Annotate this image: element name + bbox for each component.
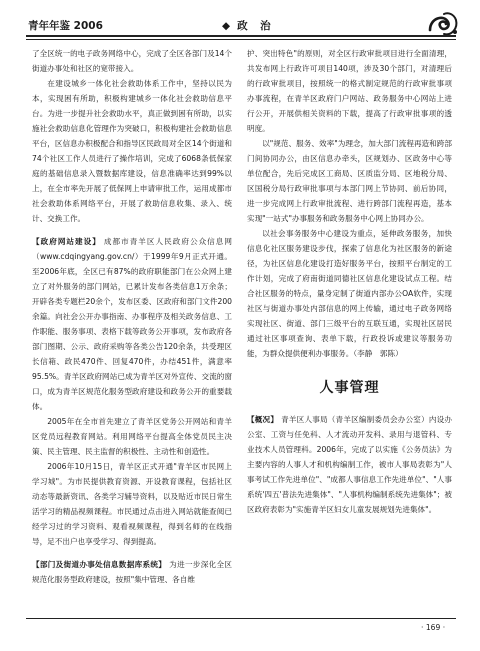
- left-column: [32, 46, 232, 587]
- entry-tag: 【部门及街道办事处信息数据库系统】: [32, 560, 167, 569]
- paragraph: 以社会事务服务中心建设为重点，延伸政务服务，加快信息化社区服务建设步伐，探索了信息化为社区服务的新途径，为社区信息化建设打造好服务平台，按照平台制定的工作计划，完成了府南街道同德社区信息化建设试点工程。结合社区服务的特点，量身定制了街道内部办公OA软件，实现社区与街道办事处内部信息的网上传输，通过电子政务网络实现社区、街道、部门三级平台的互联互通，实现社区居民通过社区事项查询、表单下载，行政投诉或建议等服务功能，为群众提供便利办事服务。（李静 郭陈）: [247, 229, 452, 358]
- paragraph: 2005年在全市首先建立了青羊区党务公开网站和青羊区党员远程教育网站。利用网络平台提高全体党员民主决策、民主管理、民主监督的积极性、主动性和创造性。: [32, 417, 232, 456]
- paragraph: 2006年10月15日，青羊区正式开通"青羊区市民网上学习城"。为市民提供教育资源、开设教育课程，包括社区动态等最新资讯、各类学习辅导资料，以及贴近市民日常生活学习的精品视频课程。市民通过点击进入网站就能查阅已经学习过的学习资料、观看视频课程，得到名师的在线指导，足不出户也享受学习、得到提高。: [32, 462, 232, 546]
- paragraph: 护、突出特色"的原则，对全区行政审批项目进行全面清理，共发布网上行政许可项目140项，涉及30个部门，对清理后的行政审批项目，按照统一的格式制定规范的行政审批事项办事流程，在青羊区政府门户网站、政务服务中心网站上进行公开，开展供相关资料的下载，提高了行政审批事项的透明度。: [247, 49, 452, 133]
- right-column: [247, 46, 452, 517]
- paragraph-text: 为进一步深化全区规范化服务型政府建设，按照"集中管理、各自维: [32, 560, 233, 584]
- header-rule-thick: [26, 35, 456, 37]
- page-number: · 169 ·: [421, 623, 446, 632]
- paragraph: [247, 412, 452, 517]
- paragraph: 了全区统一的电子政务网络中心，完成了全区各部门及14个街道办事处和社区的宽带接入。: [32, 49, 232, 73]
- entry-tag: 【概况】: [247, 415, 279, 424]
- footer-rule: [26, 618, 456, 619]
- paragraph: 以"规范、服务、效率"为理念，加大部门流程再造和跨部门间协同办公，由区信息办牵头，区规划办、区政务中心等单位配合，先后完成区工商局、区质监分局、区地税分局、区国税分局行政审批事项与本部门网上节协同、前后协同，进一步完成网上行政审批流程、进行跨部门流程再造，基本实现"一站式"办事服务和政务服务中心网上协同办公。: [247, 139, 452, 223]
- paragraph-text: 青羊区人事局（青羊区编制委员会办公室）内设办公室、工资与任免科、人才流动开发科、录用与退管科、专业技术人员管理科。2006年，完成了以实施《公务员法》为主要内容的人事人才和机构编制工作，被市人事局表彰为"人事考试工作先进单位"、"成都人事信息工作先进单位"、"人事系统'四五'普法先进集体"、"人事机构编制系统先进集体"；被区政府表彰为"实施青羊区妇女儿童发展规划先进集体"。: [247, 415, 453, 514]
- diamond-icon: ◆: [222, 20, 232, 32]
- paragraph: [32, 557, 232, 587]
- section-heading-text: 政 治: [237, 20, 272, 32]
- header-rule-thin: [26, 39, 456, 40]
- paragraph-text: 成都市青羊区人民政府公众信息网（www.cdqingyang.gov.cn/）于1999年9月正式开通。至2006年底，全区已有87%的政府职能部门在公众网上建立了对外服务的部门网站，已累计发布各类信息1万余条；开辟各类专题栏20余个，发布区委、区政府和部门文件200余篇。向社会公开办事指南、办事程序及相关政务信息、工作职能、服务事项、表格下载等政务公开事项，发布政府各部门图期、公示、政府采购等各类公告120余条，共受理区长信箱、政民470件、回复470件，办结451件，满意率95.5%。青羊区政府网站已成为青羊区对外宣传、交流的窗口，成为青羊区规范化服务型政府建设和政务公开的重要载体。: [32, 237, 232, 411]
- paragraph: [32, 234, 232, 414]
- yearbook-title: 青年年鉴 2006: [28, 20, 103, 32]
- paragraph: 在建设城乡一体化社会救助体系工作中，坚持以民为本，实现困有所助，积极构建城乡一体化社会救助信息平台。为进一步提升社会救助水平，真正做到困有所助，以实施社会救助信息化管理作为突破口，积极构建社会救助信息平台，区信息办积极配合和指导区民政局对全区14个街道和74个社区工作人员进行了操作培训，完成了6068条低保家庭的基础信息录入暨数据库建设，信息准确率达到99%以上，在全市率先开展了低保网上申请审批工作，运用成都市社会救助体系网络平台，开展了救助信息收集、录入、统计、交换工作。: [32, 79, 232, 223]
- section-heading: [222, 18, 272, 33]
- entry-tag: 【政府网站建设】: [32, 237, 101, 246]
- running-header: [26, 14, 454, 36]
- section-title: 人事管理: [319, 380, 380, 396]
